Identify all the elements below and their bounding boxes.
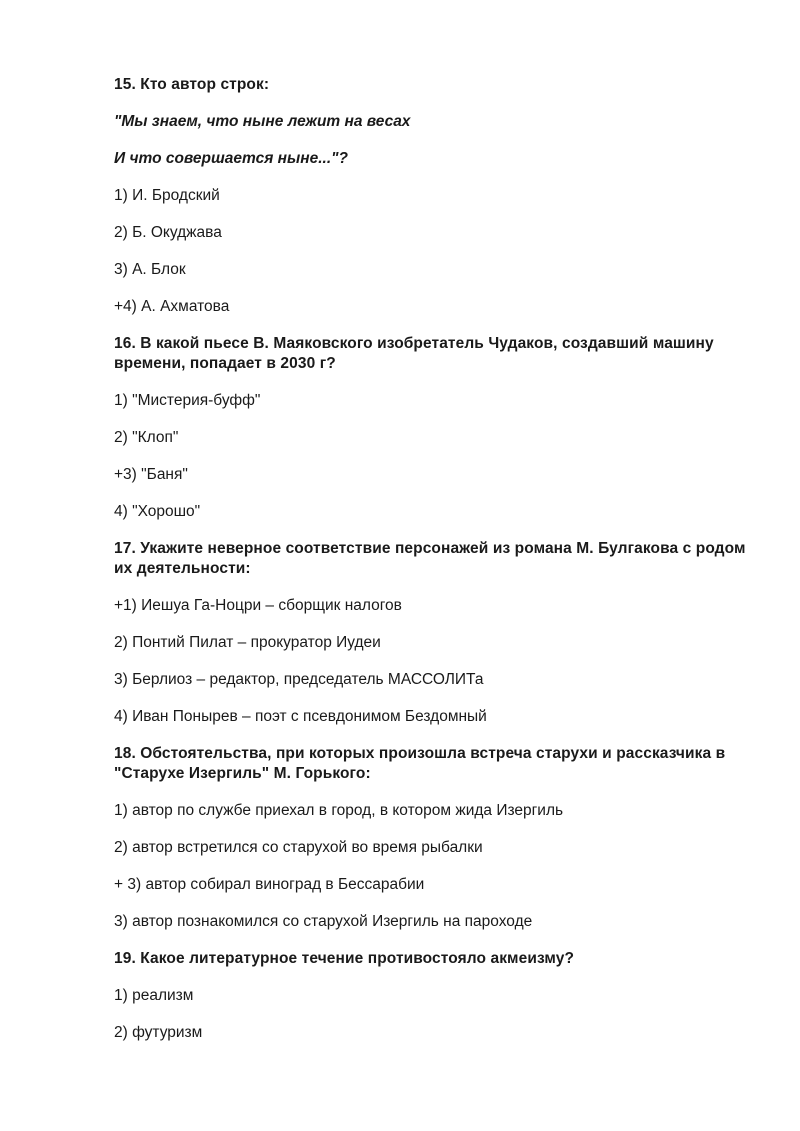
question-title: 15. Кто автор строк: xyxy=(114,76,270,93)
answer-option-correct: +4) А. Ахматова xyxy=(114,298,230,315)
answer-option: 2) футуризм xyxy=(114,1024,203,1041)
question-18 xyxy=(114,744,754,932)
answer-option: 3) А. Блок xyxy=(114,261,186,278)
question-16 xyxy=(114,334,754,522)
answer-option-correct: + 3) автор собирал виноград в Бессарабии xyxy=(114,876,425,893)
answer-option: 2) "Клоп" xyxy=(114,429,179,446)
document-page xyxy=(114,75,754,1043)
answer-option: 2) Понтий Пилат – прокуратор Иудеи xyxy=(114,634,381,651)
answer-option: 4) Иван Понырев – поэт с псевдонимом Бездомный xyxy=(114,708,487,725)
answer-option: 2) автор встретился со старухой во время рыбалки xyxy=(114,839,483,856)
quote-line: И что совершается ныне..."? xyxy=(114,150,348,167)
question-title: 16. В какой пьесе В. Маяковского изобретатель Чудаков, создавший машину времени, попадает в 2030 г? xyxy=(114,335,714,372)
answer-option: 1) реализм xyxy=(114,987,194,1004)
answer-option: 4) "Хорошо" xyxy=(114,503,201,520)
answer-option: 3) автор познакомился со старухой Изергиль на пароходе xyxy=(114,913,533,930)
question-title: 18. Обстоятельства, при которых произошла встреча старухи и рассказчика в "Старухе Изергиль" М. Горького: xyxy=(114,745,726,782)
answer-option-correct: +3) "Баня" xyxy=(114,466,188,483)
answer-option: 1) "Мистерия-буфф" xyxy=(114,392,261,409)
question-title: 17. Укажите неверное соответствие персонажей из романа М. Булгакова с родом их деятельности: xyxy=(114,540,746,577)
answer-option: 3) Берлиоз – редактор, председатель МАССОЛИТа xyxy=(114,671,484,688)
answer-option: 2) Б. Окуджава xyxy=(114,224,222,241)
question-17 xyxy=(114,539,754,727)
quote-line: "Мы знаем, что ныне лежит на весах xyxy=(114,113,411,130)
answer-option-correct: +1) Иешуа Га-Ноцри – сборщик налогов xyxy=(114,597,402,614)
answer-option: 1) автор по службе приехал в город, в котором жида Изергиль xyxy=(114,802,564,819)
question-title: 19. Какое литературное течение противостояло акмеизму? xyxy=(114,950,575,967)
question-19 xyxy=(114,949,754,1043)
question-15 xyxy=(114,75,754,317)
answer-option: 1) И. Бродский xyxy=(114,187,220,204)
